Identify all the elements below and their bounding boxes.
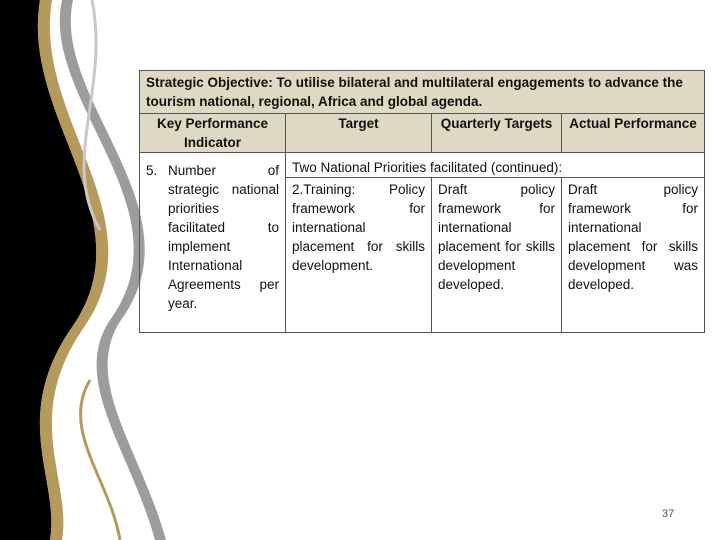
actual-performance-value: Draft policy framework for international placement for skills development was developed. xyxy=(562,178,705,333)
header-actual-performance: Actual Performance xyxy=(562,114,705,153)
header-quarterly-targets: Quarterly Targets xyxy=(432,114,562,153)
kpi-cell xyxy=(140,153,286,333)
kpi-number: 5. xyxy=(146,163,158,178)
header-target: Target xyxy=(286,114,432,153)
strategic-objective: Strategic Objective: To utilise bilateral and multilateral engagements to advance the tourism national, regional, Africa and global agenda. xyxy=(140,71,705,114)
page-number: 37 xyxy=(662,508,675,520)
kpi-description: Number of strategic national priorities facilitated to implement International Agreements per year. xyxy=(168,163,279,311)
quarterly-target-value: Draft policy framework for international placement for skills development developed. xyxy=(432,178,562,333)
target-detail: 2.Training: Policy framework for international placement for skills development. xyxy=(286,178,432,333)
header-kpi: Key Performance Indicator xyxy=(140,114,286,153)
target-intro: Two National Priorities facilitated (continued): xyxy=(286,153,705,178)
performance-table xyxy=(139,70,705,333)
